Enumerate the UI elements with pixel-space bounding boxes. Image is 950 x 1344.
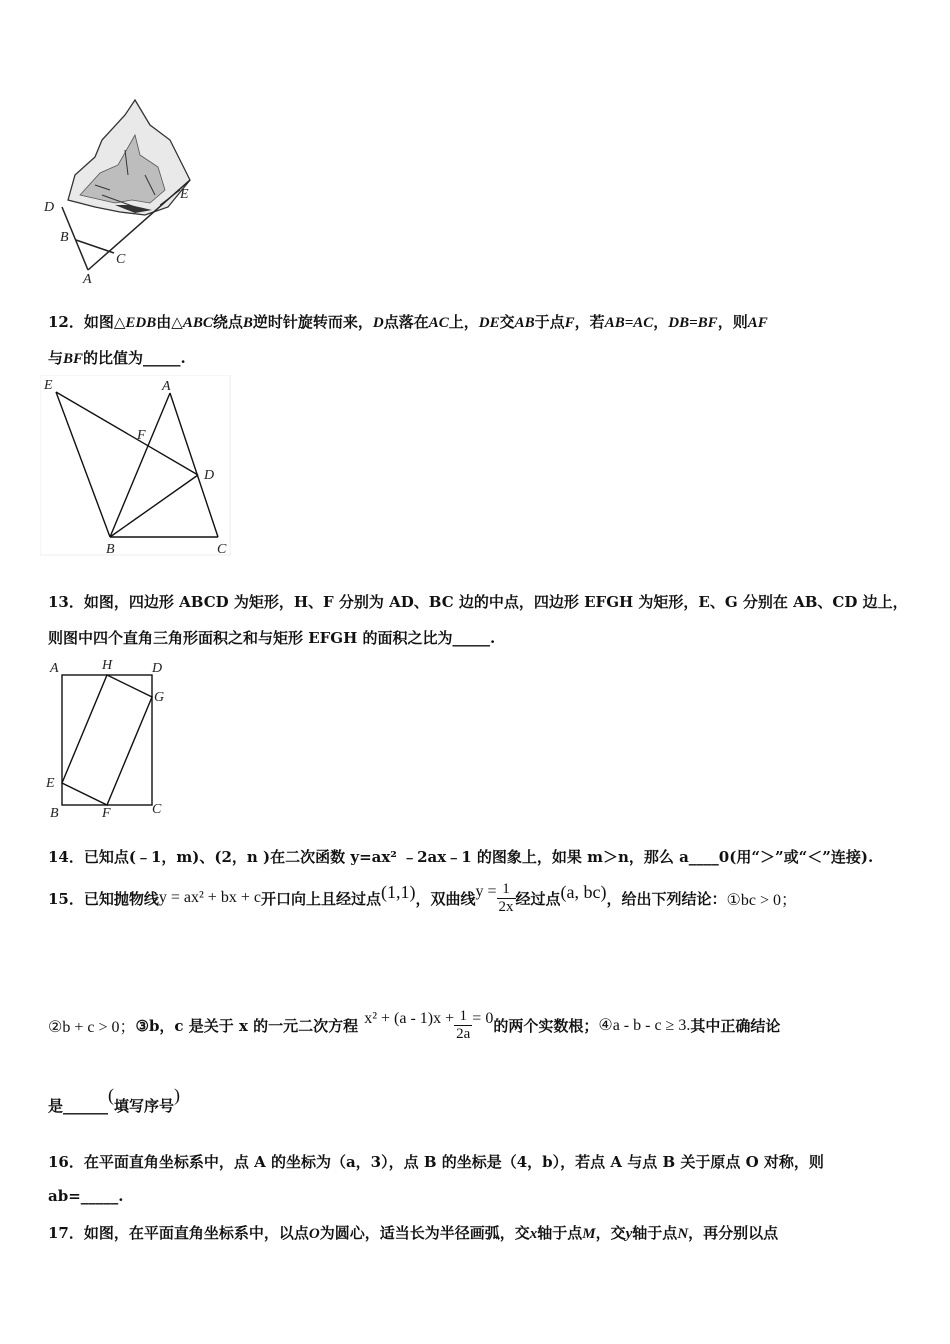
question-13-line2: 则图中四个直角三角形面积之和与矩形 EFGH 的面积之比为_____. [48,629,496,647]
question-16-line1: 16．在平面直角坐标系中，点 A 的坐标为（a，3），点 B 的坐标是（4，b），若点 A 与点 B 关于原点 O 对称，则 [48,1153,824,1171]
label-C: C [217,542,227,557]
label-A: A [83,272,92,285]
label-B: B [50,806,59,820]
figure-q12 [40,375,235,560]
label-H: H [102,658,113,673]
question-15-line1: 15．已知抛物线 y = ax² + bx + c 开口向上且经过点 (1,1) ，双曲线 y = $\frac{1}{2x}$ 经过点 (a, bc) ，给出下列结论： ①bc > 0； [48,880,797,915]
label-D: D [44,200,55,215]
question-15-line2: ②b + c > 0； ③b，c 是关于 x 的一元二次方程 x² + (a - 1)x + $\frac{1}{2a}$ = 0 的两个实数根； ④a - b - c ≥ 3. 其中正确结论 [48,1007,781,1042]
label-A: A [50,661,59,676]
label-C: C [152,802,162,817]
rectangle-ABCD [62,675,152,805]
question-16-line2: ab=_____. [48,1187,124,1205]
label-D: D [204,468,215,483]
question-14: 14．已知点(﹣1，m)、(2，n )在二次函数 y=ax² ﹣2ax﹣1 的图象上，如果 m＞n，那么 a____0(用“＞”或“＜”连接). [48,848,874,866]
label-C: C [116,252,126,267]
fraction-1-over-2a: $\frac{1}{2a}$ [456,1007,471,1042]
question-13-line1: 13．如图，四边形 ABCD 为矩形，H、F 分别为 AD、BC 边的中点，四边形 EFGH 为矩形，E、G 分别在 AB、CD 边上， [48,593,908,611]
rectangle-EFGH [62,675,152,805]
label-A: A [162,379,171,394]
label-E: E [44,378,53,393]
figure-q13 [44,655,174,820]
question-12-line1: 12．如图△EDB由△ABC绕点B逆时针旋转而来，D点落在AC上，DE交AB于点F，若AB=AC，DB=BF，则AF [48,313,768,331]
label-G: G [154,690,165,705]
label-F: F [102,806,111,820]
label-B: B [60,230,69,245]
line-B-C [76,240,114,253]
mountain-sketch [68,100,190,215]
label-D: D [152,661,163,676]
question-17-line1: 17．如图，在平面直角坐标系中，以点O为圆心，适当长为半径画弧，交x轴于点M，交y轴于点N，再分别以点 [48,1224,779,1242]
fraction-1-over-2x: $\frac{1}{2x}$ [498,880,514,915]
question-12-line2: 与BF的比值为_____. [48,349,186,367]
label-F: F [137,428,146,443]
label-E: E [180,187,189,202]
label-E: E [46,776,55,791]
figure-q11 [40,95,210,285]
question-15-line3: 是______(填写序号) [48,1085,181,1115]
label-B: B [106,542,115,557]
